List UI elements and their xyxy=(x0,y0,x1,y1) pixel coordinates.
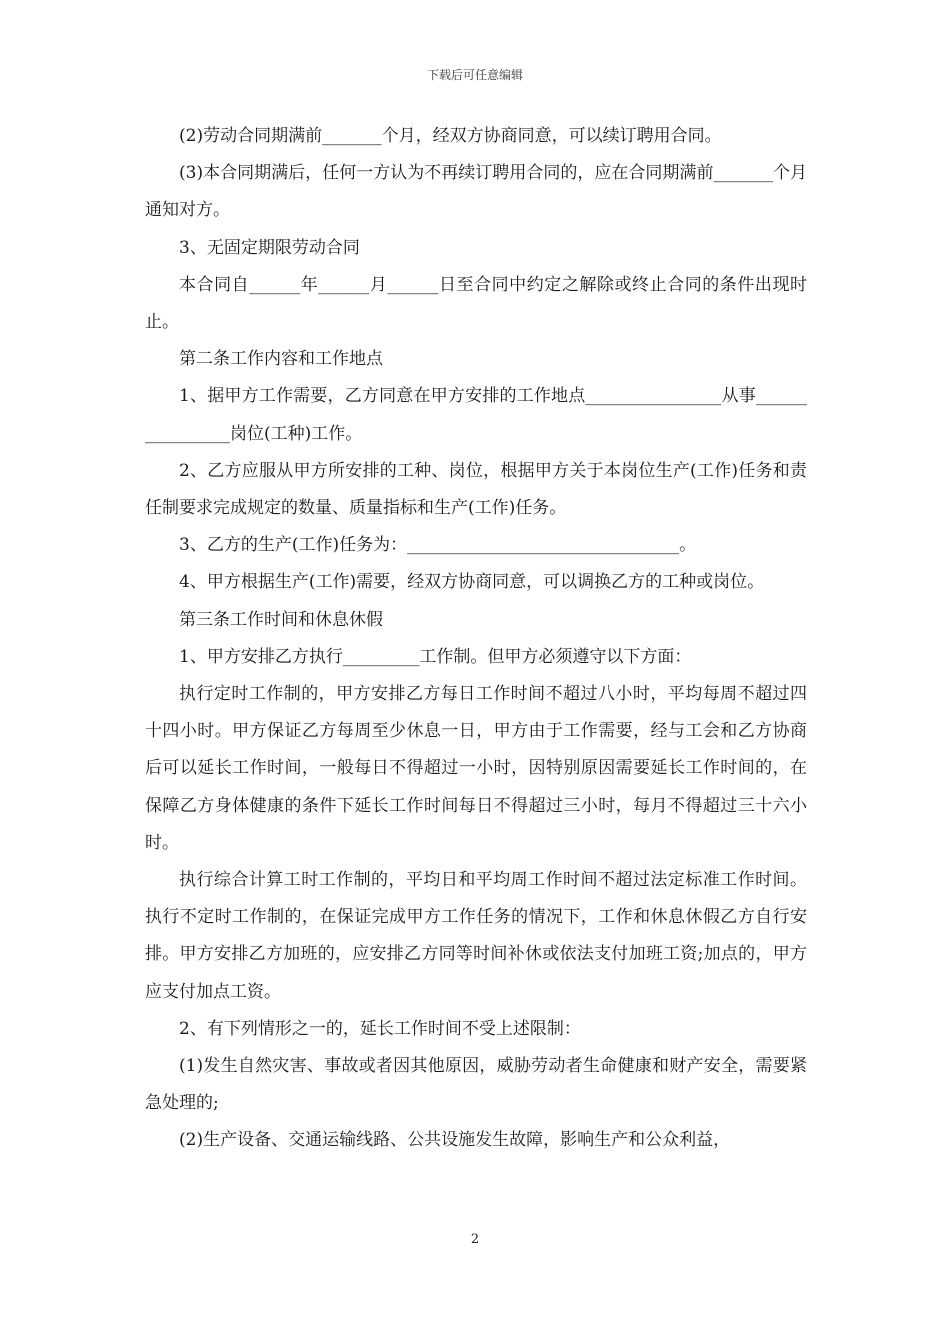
paragraph-position-change: 4、甲方根据生产(工作)需要，经双方协商同意，可以调换乙方的工种或岗位。 xyxy=(179,572,765,593)
document-body xyxy=(145,118,807,1160)
paragraph-exception-equipment: (2)生产设备、交通运输线路、公共设施发生故障，影响生产和公众利益， xyxy=(179,1130,731,1151)
paragraph-obey-assignment: 2、乙方应服从甲方所安排的工种、岗位，根据甲方关于本岗位生产(工作)任务和责任制要求完成规定的数量、质量指标和生产(工作)任务。 xyxy=(145,460,807,519)
page-header-note: 下载后可任意编辑 xyxy=(426,68,523,82)
paragraph-contract-term: 本合同自______年______月______日至合同中约定之解除或终止合同的条件出现时止。 xyxy=(145,274,807,333)
paragraph-exceptions-heading: 2、有下列情形之一的，延长工作时间不受上述限制： xyxy=(179,1018,581,1039)
paragraph-renewal-before-expiry: (2)劳动合同期满前_______个月，经双方协商同意，可以续订聘用合同。 xyxy=(179,126,722,146)
paragraph-production-task: 3、乙方的生产(工作)任务为：________________________________。 xyxy=(179,535,697,556)
paragraph-exception-disaster: (1)发生自然灾害、事故或者因其他原因，威胁劳动者生命健康和财产安全，需要紧急处理的; xyxy=(145,1056,807,1114)
paragraph-open-ended-contract-heading: 3、无固定期限劳动合同 xyxy=(179,237,360,258)
paragraph-non-renewal-notice: (3)本合同期满后，任何一方认为不再续订聘用合同的，应在合同期满前_______个月通知对方。 xyxy=(145,163,807,221)
page-number: 2 xyxy=(470,1232,480,1247)
paragraph-fixed-hours: 执行定时工作制的，甲方安排乙方每日工作时间不超过八小时，平均每周不超过四十四小时。甲方保证乙方每周至少休息一日，甲方由于工作需要，经与工会和乙方协商后可以延长工作时间，一般每日不得超过一小时，因特别原因需要延长工作时间的，在保障乙方身体健康的条件下延长工作时间每日不得超过三小时，每月不得超过三十六小时。 xyxy=(145,684,807,853)
paragraph-comprehensive-hours: 执行综合计算工时工作制的，平均日和平均周工作时间不超过法定标准工作时间。执行不定时工作制的，在保证完成甲方工作任务的情况下，工作和休息休假乙方自行安排。甲方安排乙方加班的，应安排乙方同等时间补休或依法支付加班工资;加点的，甲方应支付加点工资。 xyxy=(145,870,807,1002)
article-three-heading: 第三条工作时间和休息休假 xyxy=(179,609,383,630)
paragraph-work-system: 1、甲方安排乙方执行_________工作制。但甲方必须遵守以下方面： xyxy=(179,646,692,667)
paragraph-work-location: 1、据甲方工作需要，乙方同意在甲方安排的工作地点________________从事________________岗位(工种)工作。 xyxy=(145,386,807,444)
article-two-heading: 第二条工作内容和工作地点 xyxy=(179,349,383,370)
